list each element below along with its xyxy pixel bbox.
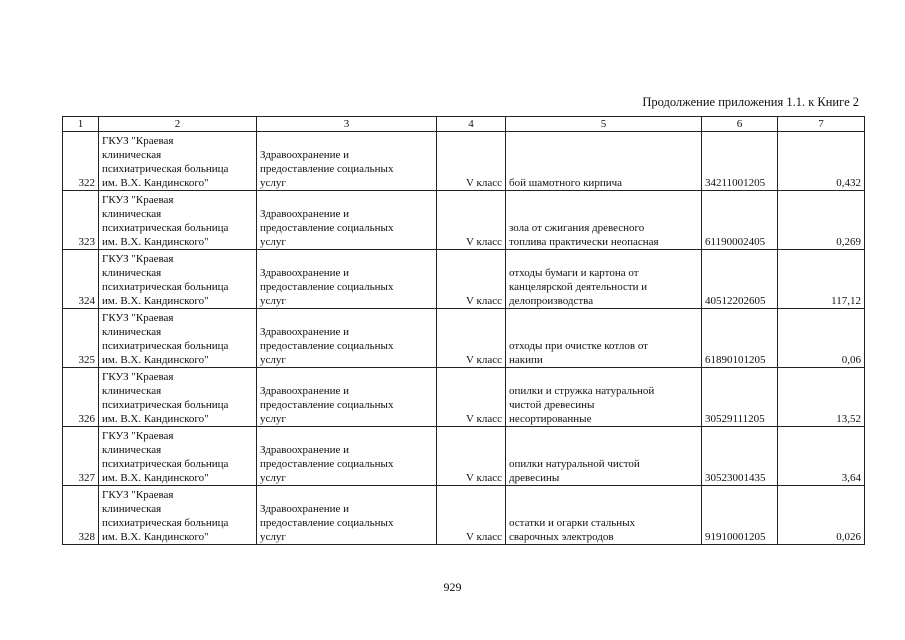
amount-cell: [778, 486, 865, 545]
waste-code-cell: [702, 250, 778, 309]
table-row: [63, 309, 865, 368]
organization-cell-text: ГКУЗ "Краевая клиническая психиатрическая больница им. В.Х. Кандинского": [102, 253, 229, 307]
waste-name-cell: [506, 427, 702, 486]
waste-name-cell-text: бой шамотного кирпича: [509, 177, 623, 189]
row-number: [63, 368, 99, 427]
organization-cell: [99, 250, 257, 309]
row-number-text: 322: [78, 177, 95, 189]
continuation-note: Продолжение приложения 1.1. к Книге 2: [642, 95, 859, 109]
activity-cell: [257, 132, 437, 191]
column-header: 6: [702, 117, 778, 132]
amount-cell-text: 0,269: [836, 236, 861, 248]
hazard-class-cell-text: V класс: [466, 295, 502, 307]
activity-cell: [257, 191, 437, 250]
amount-cell: [778, 250, 865, 309]
waste-code-cell-text: 61890101205: [705, 354, 766, 366]
waste-name-cell: [506, 309, 702, 368]
row-number: [63, 486, 99, 545]
activity-cell: [257, 368, 437, 427]
amount-cell: [778, 191, 865, 250]
organization-cell: [99, 309, 257, 368]
row-number-text: 325: [78, 354, 95, 366]
hazard-class-cell-text: V класс: [466, 531, 502, 543]
row-number-text: 328: [78, 531, 95, 543]
amount-cell-text: 0,432: [836, 177, 861, 189]
amount-cell: [778, 132, 865, 191]
waste-name-cell-text: отходы бумаги и картона от канцелярской деятельности и делопроизводства: [509, 267, 648, 307]
waste-name-cell: [506, 132, 702, 191]
activity-cell-text: Здравоохранение и предоставление социальных услуг: [260, 385, 394, 425]
organization-cell: [99, 191, 257, 250]
waste-code-cell: [702, 132, 778, 191]
column-header: 3: [257, 117, 437, 132]
hazard-class-cell: [437, 309, 506, 368]
row-number-text: 326: [78, 413, 95, 425]
waste-code-cell-text: 30523001435: [705, 472, 766, 484]
activity-cell: [257, 427, 437, 486]
waste-name-cell: [506, 250, 702, 309]
activity-cell: [257, 486, 437, 545]
amount-cell-text: 0,06: [841, 354, 861, 366]
waste-code-cell: [702, 191, 778, 250]
waste-name-cell-text: зола от сжигания древесного топлива практически неопасная: [509, 222, 659, 248]
waste-name-cell: [506, 368, 702, 427]
row-number-text: 327: [78, 472, 95, 484]
organization-cell-text: ГКУЗ "Краевая клиническая психиатрическая больница им. В.Х. Кандинского": [102, 430, 229, 484]
organization-cell-text: ГКУЗ "Краевая клиническая психиатрическая больница им. В.Х. Кандинского": [102, 194, 229, 248]
row-number: [63, 427, 99, 486]
waste-code-cell-text: 30529111205: [705, 413, 765, 425]
table-row: [63, 427, 865, 486]
waste-code-cell-text: 34211001205: [705, 177, 766, 189]
hazard-class-cell: [437, 250, 506, 309]
activity-cell: [257, 309, 437, 368]
table-header: [63, 117, 865, 132]
organization-cell-text: ГКУЗ "Краевая клиническая психиатрическая больница им. В.Х. Кандинского": [102, 371, 229, 425]
organization-cell-text: ГКУЗ "Краевая клиническая психиатрическая больница им. В.Х. Кандинского": [102, 135, 229, 189]
waste-name-cell: [506, 486, 702, 545]
column-header: 7: [778, 117, 865, 132]
hazard-class-cell: [437, 427, 506, 486]
hazard-class-cell-text: V класс: [466, 413, 502, 425]
waste-code-cell: [702, 309, 778, 368]
waste-code-cell-text: 40512202605: [705, 295, 766, 307]
waste-name-cell-text: отходы при очистке котлов от накипи: [509, 340, 648, 366]
organization-cell-text: ГКУЗ "Краевая клиническая психиатрическая больница им. В.Х. Кандинского": [102, 312, 229, 366]
activity-cell: [257, 250, 437, 309]
hazard-class-cell-text: V класс: [466, 177, 502, 189]
column-header: 4: [437, 117, 506, 132]
organization-cell: [99, 132, 257, 191]
page-number: 929: [443, 580, 462, 594]
hazard-class-cell: [437, 368, 506, 427]
table-row: [63, 368, 865, 427]
activity-cell-text: Здравоохранение и предоставление социальных услуг: [260, 503, 394, 543]
organization-cell: [99, 486, 257, 545]
waste-code-cell-text: 61190002405: [705, 236, 766, 248]
row-number: [63, 250, 99, 309]
table-row: [63, 486, 865, 545]
hazard-class-cell-text: V класс: [466, 472, 502, 484]
table-row: [63, 132, 865, 191]
hazard-class-cell-text: V класс: [466, 236, 502, 248]
row-number-text: 323: [78, 236, 95, 248]
waste-name-cell-text: опилки натуральной чистой древесины: [509, 458, 640, 484]
hazard-class-cell-text: V класс: [466, 354, 502, 366]
waste-code-cell-text: 91910001205: [705, 531, 766, 543]
hazard-class-cell: [437, 486, 506, 545]
amount-cell-text: 117,12: [831, 295, 861, 307]
hazard-class-cell: [437, 132, 506, 191]
row-number-text: 324: [78, 295, 95, 307]
amount-cell: [778, 368, 865, 427]
activity-cell-text: Здравоохранение и предоставление социальных услуг: [260, 444, 394, 484]
amount-cell: [778, 309, 865, 368]
table-row: [63, 250, 865, 309]
row-number: [63, 132, 99, 191]
amount-cell-text: 3,64: [841, 472, 861, 484]
waste-registry-table: [62, 116, 865, 545]
table-body: [63, 132, 865, 545]
activity-cell-text: Здравоохранение и предоставление социальных услуг: [260, 149, 394, 189]
waste-name-cell-text: опилки и стружка натуральной чистой древесины несортированные: [509, 385, 655, 425]
activity-cell-text: Здравоохранение и предоставление социальных услуг: [260, 267, 394, 307]
column-number-row: [63, 117, 865, 132]
waste-code-cell: [702, 427, 778, 486]
activity-cell-text: Здравоохранение и предоставление социальных услуг: [260, 326, 394, 366]
waste-code-cell: [702, 368, 778, 427]
amount-cell: [778, 427, 865, 486]
table-row: [63, 191, 865, 250]
column-header: 1: [63, 117, 99, 132]
row-number: [63, 309, 99, 368]
organization-cell: [99, 427, 257, 486]
amount-cell-text: 13,52: [836, 413, 861, 425]
column-header: 5: [506, 117, 702, 132]
waste-code-cell: [702, 486, 778, 545]
waste-name-cell: [506, 191, 702, 250]
organization-cell: [99, 368, 257, 427]
hazard-class-cell: [437, 191, 506, 250]
activity-cell-text: Здравоохранение и предоставление социальных услуг: [260, 208, 394, 248]
waste-name-cell-text: остатки и огарки стальных сварочных электродов: [509, 517, 636, 543]
amount-cell-text: 0,026: [836, 531, 861, 543]
column-header: 2: [99, 117, 257, 132]
organization-cell-text: ГКУЗ "Краевая клиническая психиатрическая больница им. В.Х. Кандинского": [102, 489, 229, 543]
row-number: [63, 191, 99, 250]
